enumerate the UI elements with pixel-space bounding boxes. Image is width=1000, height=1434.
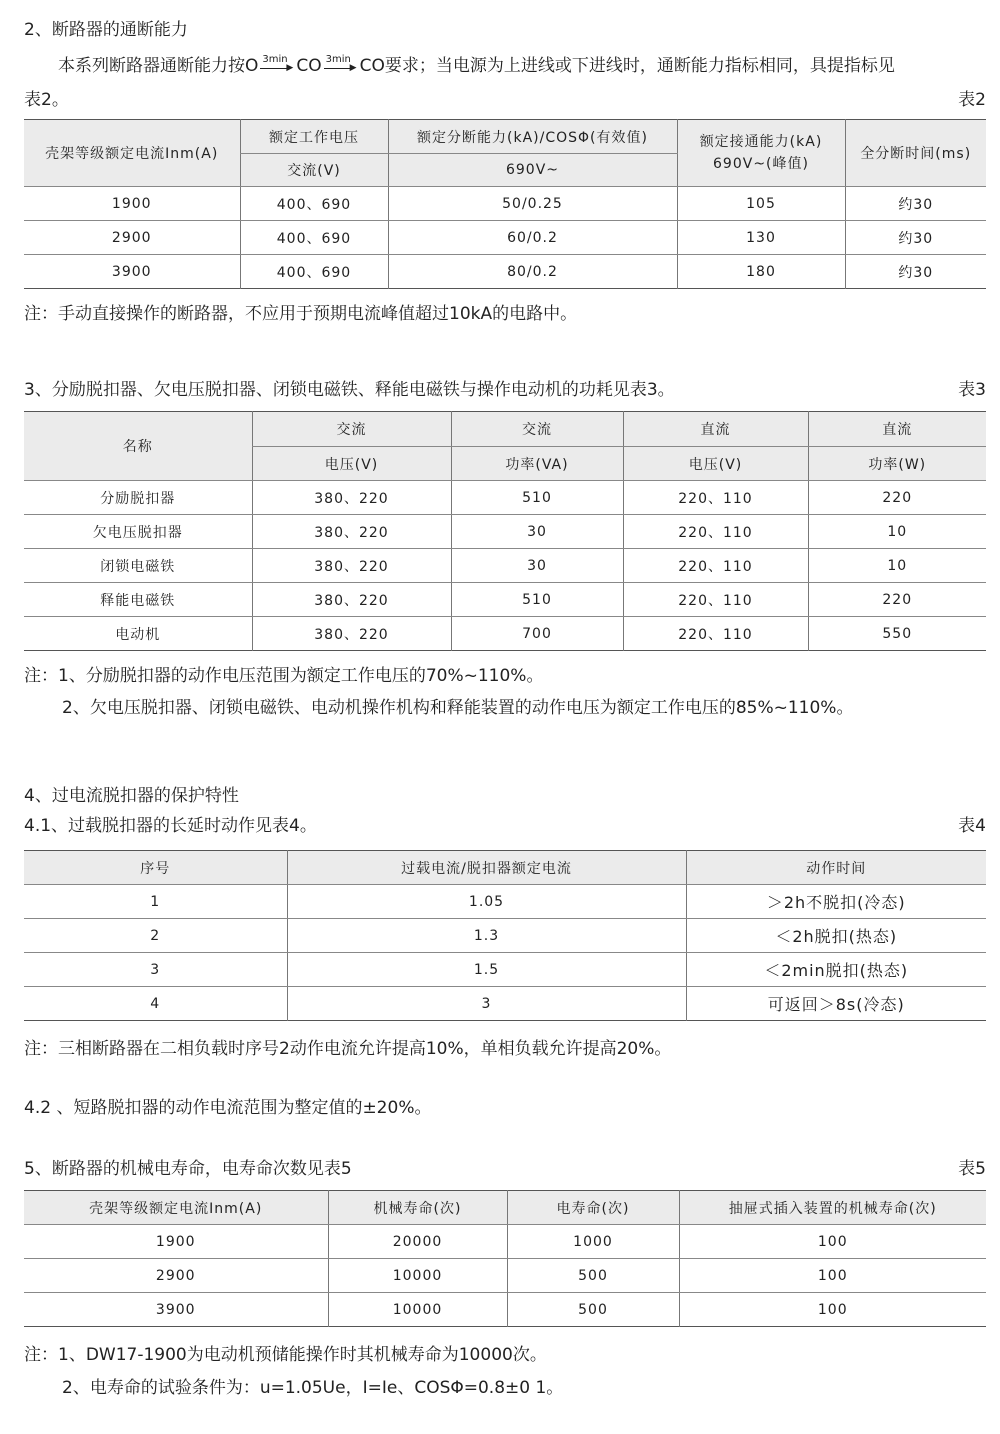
table-cell: 105 <box>677 187 845 221</box>
header-total-break-time: 全分断时间(ms) <box>845 120 986 187</box>
table-cell: 闭锁电磁铁 <box>24 549 252 583</box>
header-action-time: 动作时间 <box>686 851 986 885</box>
table-cell: 1 <box>24 885 287 919</box>
table-cell: 3900 <box>155 1301 196 1318</box>
table-3-note-2: 2、欠电压脱扣器、闭锁电磁铁、电动机操作机构和释能装置的动作电压为额定工作电压的85%~110%。 <box>62 698 854 718</box>
table-cell: 1.5 <box>287 953 686 987</box>
table-cell: 3 <box>287 987 686 1021</box>
table-cell: 10 <box>808 515 986 549</box>
section-2-paragraph <box>58 54 895 78</box>
header-overload-ratio: 过载电流/脱扣器额定电流 <box>287 851 686 885</box>
table-cell: ＞2h不脱扣(冷态) <box>686 885 986 919</box>
arrow-icon: 3min ▶ <box>262 54 294 73</box>
table-cell: 4 <box>150 995 161 1012</box>
header-voltage: 电压(V) <box>252 447 451 481</box>
table-cell: 380、220 <box>252 481 451 515</box>
arrow-icon: 3min ▶ <box>325 54 357 73</box>
table-cell: 400、690 <box>240 255 388 289</box>
table-cell: 100 <box>679 1293 986 1327</box>
table-cell: 220、110 <box>623 481 808 515</box>
table-cell: 100 <box>679 1225 986 1259</box>
table-cell: 10000 <box>328 1259 507 1293</box>
table-cell: 400、690 <box>240 187 388 221</box>
table-5-note-1: 注：1、DW17-1900为电动机预储能操作时其机械寿命为10000次。 <box>24 1345 547 1365</box>
table-4 <box>24 850 986 1021</box>
header-voltage: 电压(V) <box>623 447 808 481</box>
table-cell: 130 <box>677 221 845 255</box>
table-cell: 180 <box>677 255 845 289</box>
table-cell: 20000 <box>328 1225 507 1259</box>
table-cell: 1000 <box>507 1225 679 1259</box>
table-cell: 释能电磁铁 <box>24 583 252 617</box>
header-electrical-life: 电寿命(次) <box>507 1191 679 1225</box>
table-cell: 220 <box>808 583 986 617</box>
table-cell: 3900 <box>111 263 152 280</box>
table-cell: 30 <box>451 549 623 583</box>
section-4-2-text: 4.2 、短路脱扣器的动作电流范围为整定值的±20%。 <box>24 1098 432 1118</box>
section-5-heading: 5、断路器的机械电寿命，电寿命次数见表5 <box>24 1159 352 1179</box>
header-rated-voltage: 额定工作电压 <box>240 120 388 154</box>
header-dc: 直流 <box>808 412 986 447</box>
table-row <box>24 987 986 1021</box>
table-row <box>24 187 986 221</box>
table-row <box>24 953 986 987</box>
table-4-label: 表4 <box>958 816 986 836</box>
table-2 <box>24 119 986 289</box>
header-ac-voltage: 交流(V) <box>240 154 388 187</box>
table-5-note-2: 2、电寿命的试验条件为：u=1.05Ue，I=Ie、COSΦ=0.8±0 1。 <box>62 1378 564 1398</box>
table-5-label: 表5 <box>958 1159 986 1179</box>
table-5 <box>24 1190 986 1327</box>
table-row <box>24 1259 986 1293</box>
table-cell: 220 <box>808 481 986 515</box>
table-row <box>24 583 986 617</box>
table-row <box>24 1225 986 1259</box>
table-cell: 50/0.25 <box>388 187 677 221</box>
table-cell: 1.05 <box>287 885 686 919</box>
table-row <box>24 221 986 255</box>
table-cell: 510 <box>451 481 623 515</box>
table-cell: 550 <box>808 617 986 651</box>
table-row <box>24 1293 986 1327</box>
paragraph-text-b: CO要求；当电源为上进线或下进线时，通断能力指标相同，具提指标见 <box>359 56 895 76</box>
table-cell: 3 <box>24 953 287 987</box>
header-mechanical-life: 机械寿命(次) <box>328 1191 507 1225</box>
table-2-note: 注：手动直接操作的断路器，不应用于预期电流峰值超过10kA的电路中。 <box>24 304 578 324</box>
table-cell: 380、220 <box>252 617 451 651</box>
header-breaking-capacity: 额定分断能力(kA)/COSΦ(有效值) <box>388 120 677 154</box>
table-3 <box>24 411 986 651</box>
header-690v: 690V~ <box>388 154 677 187</box>
table-cell: 100 <box>679 1259 986 1293</box>
table-cell: ＜2h脱扣(热态) <box>686 919 986 953</box>
table-row <box>24 617 986 651</box>
table-cell: 380、220 <box>252 549 451 583</box>
table-cell: 220、110 <box>623 617 808 651</box>
table-cell: 380、220 <box>252 515 451 549</box>
table-row <box>24 885 986 919</box>
header-ac: 交流 <box>451 412 623 447</box>
table-2-label: 表2 <box>958 90 986 110</box>
header-dc: 直流 <box>623 412 808 447</box>
table-cell: 400、690 <box>240 221 388 255</box>
table-cell: 10 <box>808 549 986 583</box>
table-cell: 约30 <box>845 255 986 289</box>
table-cell: 80/0.2 <box>388 255 677 289</box>
table-4-note: 注：三相断路器在二相负载时序号2动作电流允许提高10%，单相负载允许提高20%。 <box>24 1039 672 1059</box>
table-cell: 380、220 <box>252 583 451 617</box>
table-cell: 700 <box>451 617 623 651</box>
table-row <box>24 255 986 289</box>
table-cell: 510 <box>451 583 623 617</box>
section-3-heading: 3、分励脱扣器、欠电压脱扣器、闭锁电磁铁、释能电磁铁与操作电动机的功耗见表3。 <box>24 380 675 400</box>
table-cell: 30 <box>451 515 623 549</box>
section-4-1-heading: 4.1、过载脱扣器的长延时动作见表4。 <box>24 816 317 836</box>
table-cell: 2900 <box>24 1259 328 1293</box>
table-cell: 2 <box>24 919 287 953</box>
header-drawer-life: 抽屉式插入装置的机械寿命(次) <box>679 1191 986 1225</box>
table-3-label: 表3 <box>958 380 986 400</box>
table-cell: 约30 <box>845 187 986 221</box>
table-cell: 1.3 <box>287 919 686 953</box>
section-2-paragraph-end: 表2。 <box>24 90 69 110</box>
header-power: 功率(W) <box>808 447 986 481</box>
table-row <box>24 549 986 583</box>
section-4-heading: 4、过电流脱扣器的保护特性 <box>24 786 239 806</box>
table-row <box>24 481 986 515</box>
header-ac: 交流 <box>252 412 451 447</box>
table-cell: ＜2min脱扣(热态) <box>686 953 986 987</box>
table-row <box>24 919 986 953</box>
table-cell: 60/0.2 <box>388 221 677 255</box>
table-cell: 500 <box>507 1293 679 1327</box>
section-2-heading: 2、断路器的通断能力 <box>24 20 188 40</box>
table-cell: 分励脱扣器 <box>24 481 252 515</box>
header-serial: 序号 <box>24 851 287 885</box>
table-3-note-1: 注：1、分励脱扣器的动作电压范围为额定工作电压的70%~110%。 <box>24 666 544 686</box>
table-row <box>24 515 986 549</box>
table-cell: 220、110 <box>623 515 808 549</box>
table-cell: 1900 <box>24 1225 328 1259</box>
header-making-capacity: 额定接通能力(kA) 690V~(峰值) <box>677 120 845 187</box>
table-cell: 10000 <box>328 1293 507 1327</box>
table-cell: 电动机 <box>115 626 161 643</box>
table-cell: 220、110 <box>623 583 808 617</box>
table-cell: 可返回＞8s(冷态) <box>686 987 986 1021</box>
table-cell: 500 <box>507 1259 679 1293</box>
header-name: 名称 <box>24 412 252 481</box>
paragraph-co: CO <box>296 56 322 76</box>
table-cell: 约30 <box>845 221 986 255</box>
header-power: 功率(VA) <box>451 447 623 481</box>
table-cell: 1900 <box>24 187 240 221</box>
header-frame-current: 壳架等级额定电流Inm(A) <box>24 1191 328 1225</box>
header-frame-current: 壳架等级额定电流Inm(A) <box>24 120 240 187</box>
table-cell: 欠电压脱扣器 <box>24 515 252 549</box>
paragraph-text-a: 本系列断路器通断能力按O <box>58 56 259 76</box>
table-cell: 220、110 <box>623 549 808 583</box>
table-cell: 2900 <box>24 221 240 255</box>
